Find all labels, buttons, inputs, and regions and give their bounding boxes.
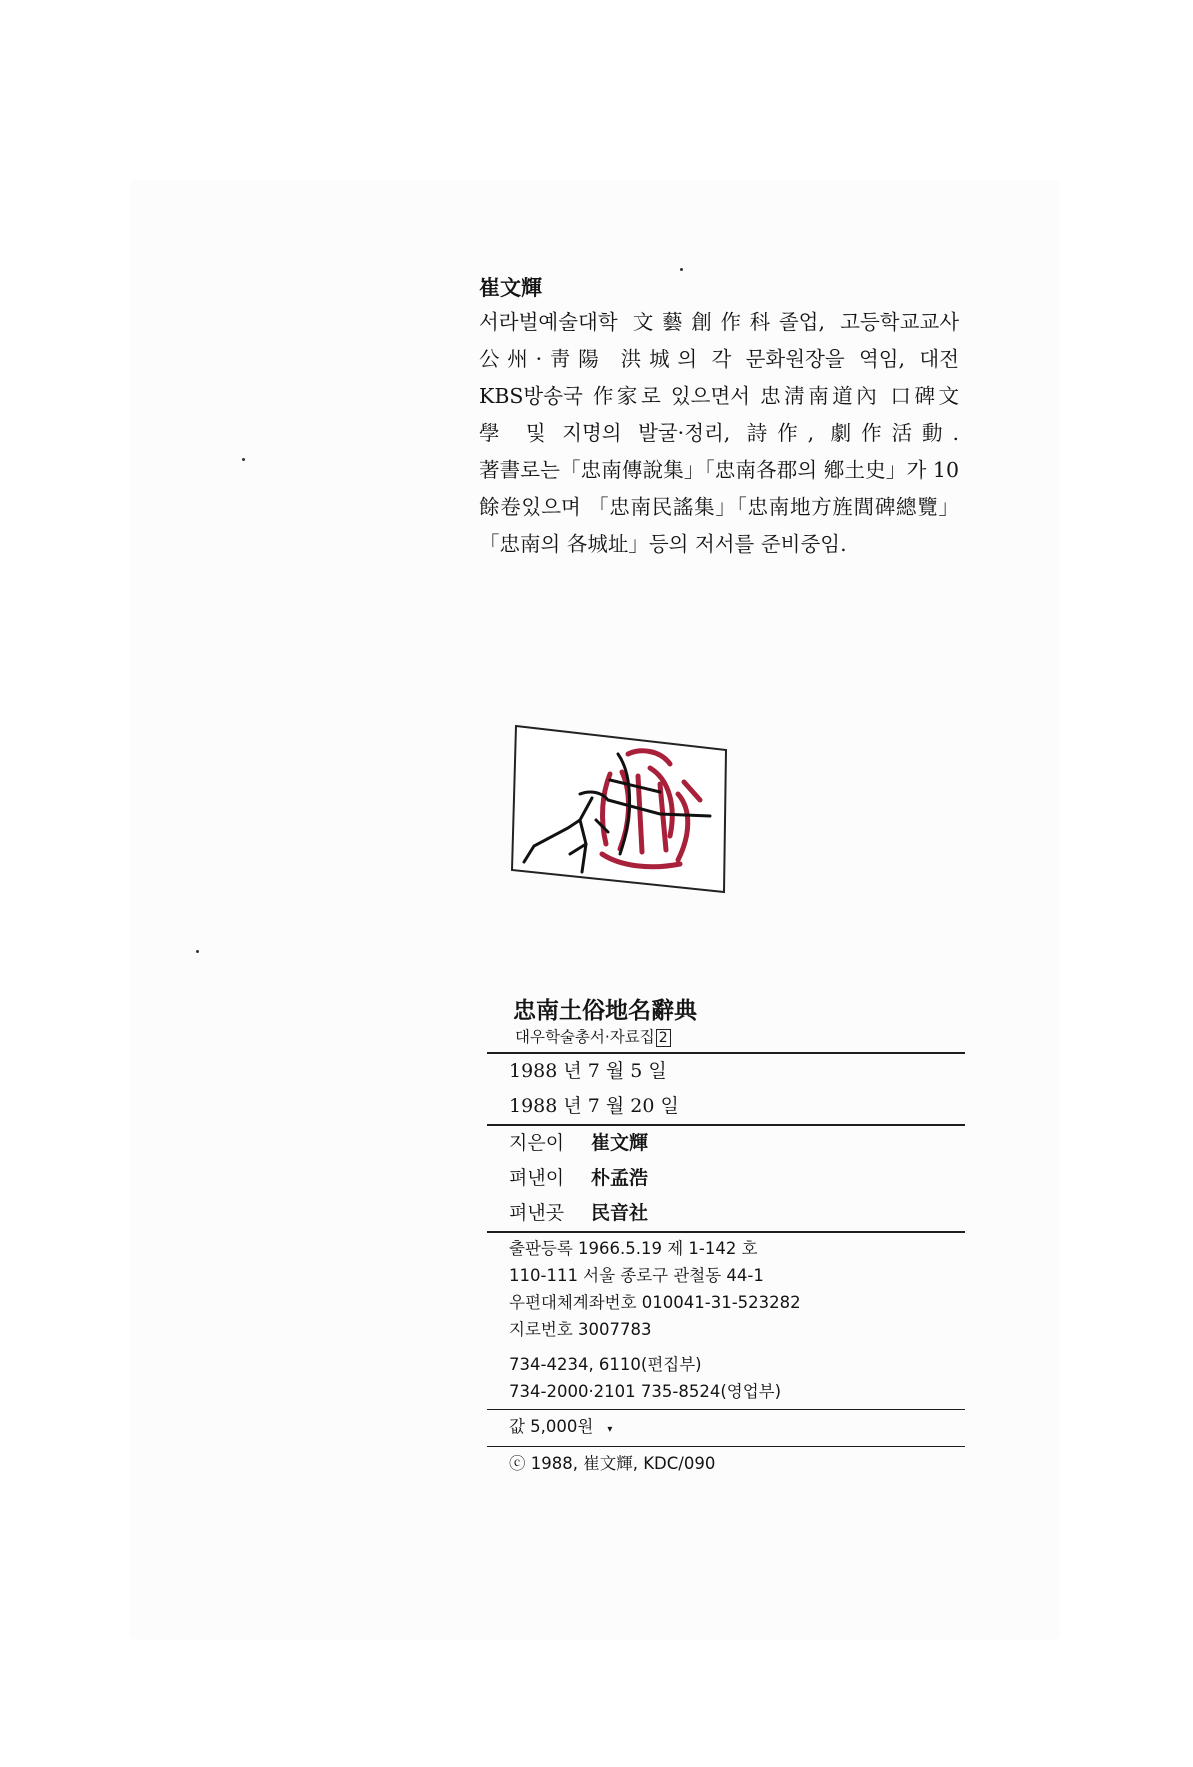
company-value: 民音社 (591, 1202, 649, 1224)
copyright: ⓒ 1988, 崔文輝, KDC/090 (509, 1454, 716, 1473)
divider (487, 1231, 965, 1233)
author-name: 崔文輝 (479, 275, 542, 300)
company-label: 펴낸곳 (509, 1202, 565, 1224)
bio-line: 「忠南의 各城址」등의 저서를 준비중임. (479, 532, 847, 556)
book-title: 忠南土俗地名辭典 (513, 997, 697, 1024)
series-label: 대우학술총서·자료집 (515, 1028, 655, 1046)
publisher-row (487, 1161, 965, 1196)
company-row (487, 1196, 965, 1231)
publish-date: 1988 년 7 월 20 일 (509, 1095, 679, 1117)
phone-editorial: 734-4234, 6110(편집부) (509, 1355, 702, 1374)
address: 110-111 서울 종로구 관철동 44-1 (509, 1266, 764, 1285)
print-speck (680, 268, 683, 271)
seal-image (510, 724, 730, 894)
print-speck (242, 458, 245, 461)
price: 값 5,000원 (509, 1417, 594, 1436)
colophon (487, 996, 965, 1480)
registration: 출판등록 1966.5.19 제 1-142 호 (509, 1239, 758, 1258)
series-number: 2 (656, 1029, 671, 1047)
phone-sales: 734-2000·2101 735-8524(영업부) (509, 1382, 782, 1401)
publisher-label: 펴낸이 (509, 1167, 565, 1189)
bio-line: KBS방송국 作家로 있으면서 忠淸南道內 口碑文 (479, 384, 959, 408)
print-speck (196, 950, 199, 953)
author-biography (479, 272, 959, 563)
price-mark-icon: ▾ (607, 1424, 613, 1435)
bio-line: 學 및 지명의 발굴·정리, 詩作, 劇作活動. (479, 421, 959, 445)
postal-account: 우편대체계좌번호 010041-31-523282 (509, 1293, 801, 1312)
giro-number: 지로번호 3007783 (509, 1320, 652, 1339)
bio-line: 著書로는「忠南傳說集」「忠南各郡의 鄕土史」가 10 (479, 458, 959, 482)
bio-line: 서라벌예술대학 文藝創作科졸업, 고등학교교사 (479, 310, 959, 334)
author-row (487, 1126, 965, 1161)
publisher-value: 朴孟浩 (591, 1167, 649, 1189)
print-date: 1988 년 7 월 5 일 (509, 1060, 667, 1082)
bio-line: 公州·靑陽 洪城의 각 문화원장을 역임, 대전 (479, 347, 959, 371)
price-row (487, 1410, 965, 1446)
bio-line: 餘卷있으며 「忠南民謠集」「忠南地方旌閭碑總覽」 (479, 495, 959, 519)
author-seal-stamp (510, 724, 730, 894)
series-name (515, 1026, 965, 1048)
author-label: 지은이 (509, 1132, 565, 1154)
author-value: 崔文輝 (591, 1132, 649, 1154)
